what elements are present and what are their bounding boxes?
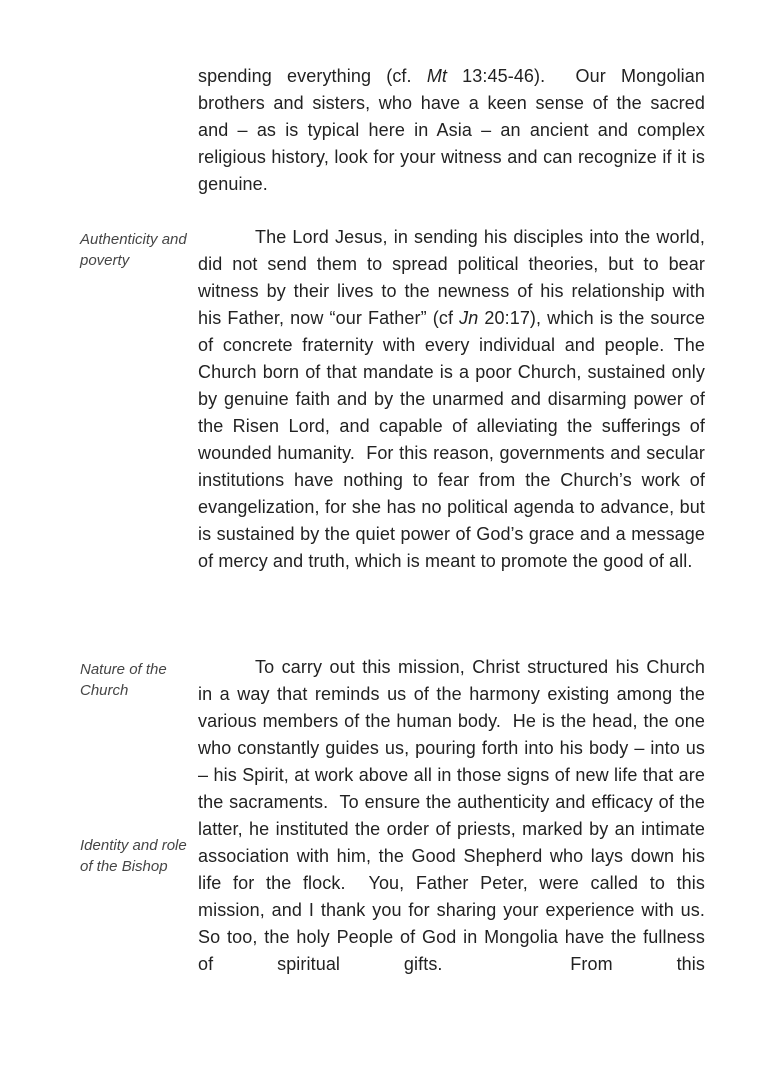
paragraph-2 — [198, 224, 711, 575]
paragraph-1-text-after-citation: 13:45-46). Our Mongolian brothers and sisters, who have a keen sense of the sacred and – as is typical here in Asia – an ancient and complex religious history, look for your witness and can recognize if it is genuine. — [198, 66, 711, 194]
paragraph-2-text-before-citation: The Lord Jesus, in sending his disciples into the world, did not send them to spread political theories, but to bear witness by their lives to the newness of his relationship with his Father, now “our Father” (cf — [198, 227, 711, 328]
margin-note-nature-of-the-church: Nature of the Church — [80, 661, 167, 699]
margin-note-identity-and-role-of-the-bishop: Identity and role of the Bishop — [80, 837, 187, 875]
paragraph-3-text: To carry out this mission, Christ structured his Church in a way that reminds us of the harmony existing among the various members of the human body. He is the head, the one who constantly guides us, pouring forth into his body – into us – his Spirit, at work above all in those signs of new life that are the sacraments. To ensure the authenticity and efficacy of the latter, he instituted the order of priests, marked by an intimate association with him, the Good Shepherd who lays down his life for the flock. You, Father Peter, were called to this mission, and I thank you for sharing your experience with us. So too, the holy People of God in Mongolia have the fullness of spiritual gifts. From this — [198, 657, 716, 974]
paragraph-2-text-after-citation: 20:17), which is the source of concrete fraternity with every individual and people. The Church born of that mandate is a poor Church, sustained only by genuine faith and by the unarmed and disarming power of the Risen Lord, and capable of alleviating the sufferings of wounded humanity. For this reason, governments and secular institutions have nothing to fear from the Church’s work of evangelization, for she has no political agenda to advance, but is sustained by the quiet power of God’s grace and a message of mercy and truth, which is meant to promote the good of all. — [198, 308, 711, 571]
paragraph-1 — [198, 63, 711, 198]
margin-note-authenticity-and-poverty: Authenticity and poverty — [80, 231, 187, 269]
paragraph-1-text-before-citation: spending everything (cf. — [198, 66, 427, 86]
scripture-reference-mt: Mt — [426, 66, 448, 86]
paragraph-3 — [198, 654, 716, 978]
scripture-reference-jn: Jn — [459, 308, 479, 328]
